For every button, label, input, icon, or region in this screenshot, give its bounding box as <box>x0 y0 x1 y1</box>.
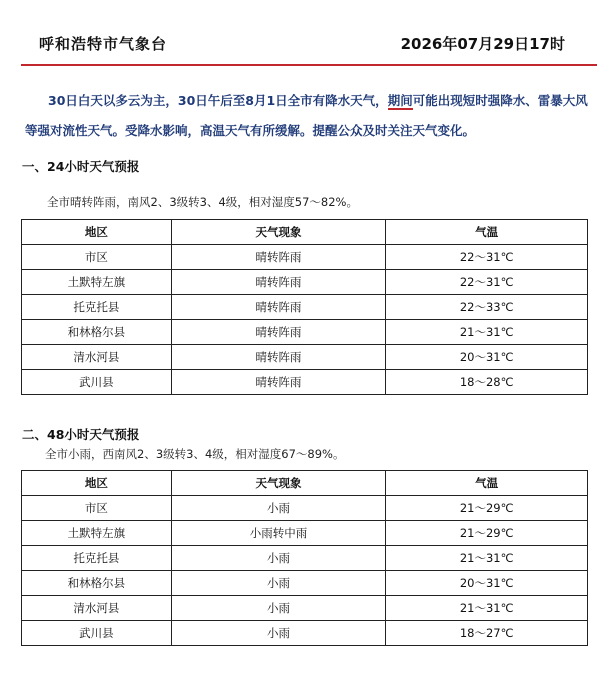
weather-cell: 晴转阵雨 <box>171 295 386 320</box>
weather-cell: 晴转阵雨 <box>171 370 386 395</box>
temperature-cell: 21～31℃ <box>386 546 588 571</box>
col-header-region: 地区 <box>22 471 172 496</box>
region-cell: 土默特左旗 <box>22 270 172 295</box>
header-divider <box>21 64 597 66</box>
section1-title: 一、24小时天气预报 <box>22 159 140 174</box>
col-header-region: 地区 <box>22 220 172 245</box>
col-header-weather: 天气现象 <box>171 220 386 245</box>
temperature-cell: 22～31℃ <box>386 270 588 295</box>
region-cell: 托克托县 <box>22 546 172 571</box>
table-row <box>22 571 588 596</box>
page-header <box>0 0 607 66</box>
forecast-table-24h <box>21 219 588 395</box>
table-header-row <box>22 220 588 245</box>
table-row <box>22 546 588 571</box>
issue-datetime: 2026年07月29日17时 <box>400 35 565 53</box>
temperature-cell: 21～31℃ <box>386 320 588 345</box>
table-row <box>22 295 588 320</box>
table-row <box>22 370 588 395</box>
weather-cell: 小雨 <box>171 621 386 646</box>
temperature-cell: 21～29℃ <box>386 496 588 521</box>
temperature-cell: 22～33℃ <box>386 295 588 320</box>
intro-text-c: 大风等强对流性天气。受降水影响，高温天气有所缓解。提醒公众及时关注天气变化。 <box>25 93 588 138</box>
temperature-cell: 21～29℃ <box>386 521 588 546</box>
table-row <box>22 345 588 370</box>
intro-marked-text: 期间 <box>387 93 413 108</box>
table-row <box>22 270 588 295</box>
region-cell: 清水河县 <box>22 596 172 621</box>
region-cell: 市区 <box>22 245 172 270</box>
weather-cell: 小雨 <box>171 496 386 521</box>
region-cell: 土默特左旗 <box>22 521 172 546</box>
table-header-row <box>22 471 588 496</box>
intro-text-b: 可能出现短时强降水、雷暴 <box>412 93 563 108</box>
col-header-weather: 天气现象 <box>171 471 386 496</box>
temperature-cell: 20～31℃ <box>386 345 588 370</box>
weather-cell: 小雨转中雨 <box>171 521 386 546</box>
temperature-cell: 18～27℃ <box>386 621 588 646</box>
region-cell: 市区 <box>22 496 172 521</box>
region-cell: 和林格尔县 <box>22 320 172 345</box>
temperature-cell: 22～31℃ <box>386 245 588 270</box>
section2-summary: 全市小雨，西南风2、3级转3、4级，相对湿度67～89%。 <box>45 447 345 461</box>
region-cell: 武川县 <box>22 370 172 395</box>
forecast-table-48h <box>21 470 588 646</box>
weather-cell: 晴转阵雨 <box>171 245 386 270</box>
temperature-cell: 20～31℃ <box>386 571 588 596</box>
table-row <box>22 621 588 646</box>
table-row <box>22 596 588 621</box>
table-row <box>22 245 588 270</box>
intro-paragraph <box>25 86 595 146</box>
temperature-cell: 18～28℃ <box>386 370 588 395</box>
region-cell: 和林格尔县 <box>22 571 172 596</box>
weather-cell: 晴转阵雨 <box>171 270 386 295</box>
table-row <box>22 320 588 345</box>
section2-title: 二、48小时天气预报 <box>22 427 140 442</box>
section1-summary: 全市晴转阵雨，南风2、3级转3、4级，相对湿度57～82%。 <box>47 195 358 209</box>
col-header-temperature: 气温 <box>386 471 588 496</box>
table-row <box>22 496 588 521</box>
weather-cell: 小雨 <box>171 546 386 571</box>
temperature-cell: 21～31℃ <box>386 596 588 621</box>
table-row <box>22 521 588 546</box>
intro-text-a: 30日白天以多云为主，30日午后至8月1日全市有降水天气， <box>48 93 388 108</box>
weather-cell: 小雨 <box>171 596 386 621</box>
col-header-temperature: 气温 <box>386 220 588 245</box>
weather-cell: 晴转阵雨 <box>171 320 386 345</box>
weather-cell: 晴转阵雨 <box>171 345 386 370</box>
region-cell: 武川县 <box>22 621 172 646</box>
region-cell: 清水河县 <box>22 345 172 370</box>
weather-cell: 小雨 <box>171 571 386 596</box>
region-cell: 托克托县 <box>22 295 172 320</box>
station-title: 呼和浩特市气象台 <box>39 35 168 53</box>
